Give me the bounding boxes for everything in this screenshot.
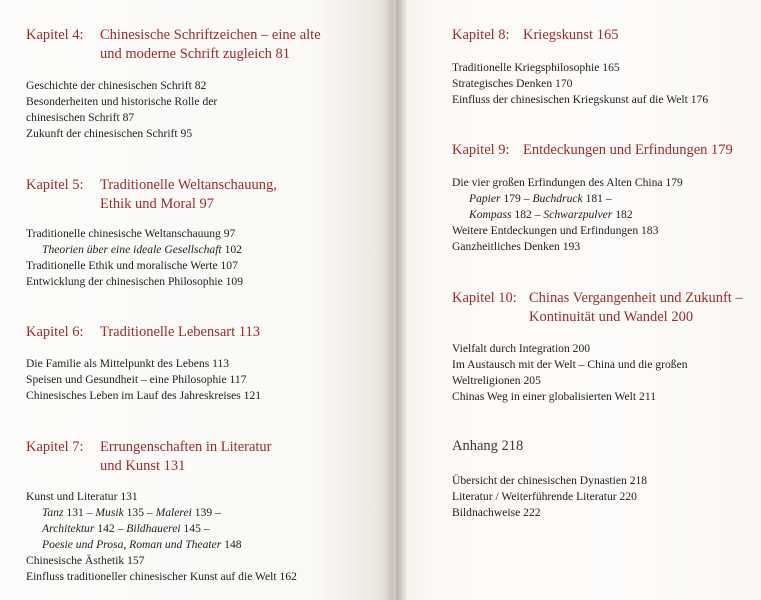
page-number: 179 [503,192,521,205]
page-number: 182 [615,208,633,221]
toc-entry: Speisen und Gesundheit – eine Philosophie 117 [26,373,247,386]
toc-entry: Chinas Weg in einer globalisierten Welt 211 [452,390,656,403]
toc-entry: Strategisches Denken 170 [452,77,573,90]
chapter-title: Ethik und Moral 97 [100,196,214,212]
toc-subentry: Tanz 131 – Musik 135 – Malerei 139 – [42,506,221,519]
toc-entry: Weltreligionen 205 [452,374,541,387]
page-number: 135 [126,506,144,519]
right-page [393,0,761,600]
chapter-label: Kapitel 6: [26,324,84,340]
chapter-title: und moderne Schrift zugleich 81 [100,46,291,62]
toc-entry: Besonderheiten und historische Rolle der [26,95,218,108]
chapter-title: Chinas Vergangenheit und Zukunft – [529,290,743,306]
chapter-title: Kriegskunst 165 [523,27,619,43]
page-number: 102 [224,243,242,256]
chapter-title: Entdeckungen und Erfindungen 179 [523,142,733,158]
chapter-title: Traditionelle Lebensart 113 [100,324,261,340]
chapter-title: Errungenschaften in Literatur [100,439,272,455]
toc-entry: Weitere Entdeckungen und Erfindungen 183 [452,224,659,237]
toc-entry: Traditionelle Ethik und moralische Werte 107 [26,259,238,272]
chapter-title: Kontinuität und Wandel 200 [529,309,694,325]
toc-entry: Entwicklung der chinesischen Philosophie 109 [26,275,244,288]
page-number: 131 [66,506,84,519]
toc-entry: Ganzheitliches Denken 193 [452,240,581,253]
page-number: 181 [585,192,603,205]
chapter-label: Kapitel 9: [452,142,510,158]
toc-subentry: Papier 179 – Buchdruck 181 – [469,192,612,205]
book-gutter-shadow [385,0,407,600]
chapter-title: Chinesische Schriftzeichen – eine alte [100,27,321,43]
toc-entry: Übersicht der chinesischen Dynastien 218 [452,474,648,487]
page-number: 139 [194,506,213,519]
toc-entry: Im Austausch mit der Welt – China und die großen [452,358,688,371]
toc-entry: Literatur / Weiterführende Literatur 220 [452,490,637,503]
chapter-label: Kapitel 10: [452,290,517,306]
page-number: 182 [514,208,532,221]
toc-entry: Traditionelle Kriegsphilosophie 165 [452,61,620,74]
chapter-title: Traditionelle Weltanschauung, [100,177,277,193]
toc-entry: chinesischen Schrift 87 [26,111,135,124]
page-number: 142 [97,522,115,535]
toc-entry: Vielfalt durch Integration 200 [452,342,591,355]
chapter-label: Kapitel 5: [26,177,84,193]
toc-entry: Geschichte der chinesischen Schrift 82 [26,79,207,92]
chapter-label: Kapitel 7: [26,439,84,455]
toc-entry: Zukunft der chinesischen Schrift 95 [26,127,193,140]
toc-subentry: Theorien über eine ideale Gesellschaft 102 [42,243,242,256]
chapter-title: und Kunst 131 [100,458,186,474]
toc-entry: Traditionelle chinesische Weltanschauung 97 [26,227,236,240]
toc-entry: Bildnachweise 222 [452,506,541,519]
toc-entry: Einfluss traditioneller chinesischer Kunst auf die Welt 162 [26,570,297,583]
toc-entry: Einfluss der chinesischen Kriegskunst auf die Welt 176 [452,93,709,106]
page-number: 145 [183,522,201,535]
toc-entry: Die vier großen Erfindungen des Alten China 179 [452,176,683,189]
chapter-label: Kapitel 8: [452,27,510,43]
toc-subentry: Architektur 142 – Bildhauerei 145 – [42,522,210,535]
appendix-title: Anhang 218 [452,438,524,454]
toc-entry: Chinesische Ästhetik 157 [26,554,145,567]
toc-subentry: Poesie und Prosa, Roman und Theater 148 [42,538,242,551]
toc-subentry: Kompass 182 – Schwarzpulver 182 [469,208,633,221]
toc-entry: Kunst und Literatur 131 [26,490,138,503]
toc-entry: Chinesisches Leben im Lauf des Jahreskreises 121 [26,389,262,402]
chapter-label: Kapitel 4: [26,27,84,43]
toc-entry: Die Familie als Mittelpunkt des Lebens 113 [26,357,230,370]
page-number: 148 [224,538,242,551]
